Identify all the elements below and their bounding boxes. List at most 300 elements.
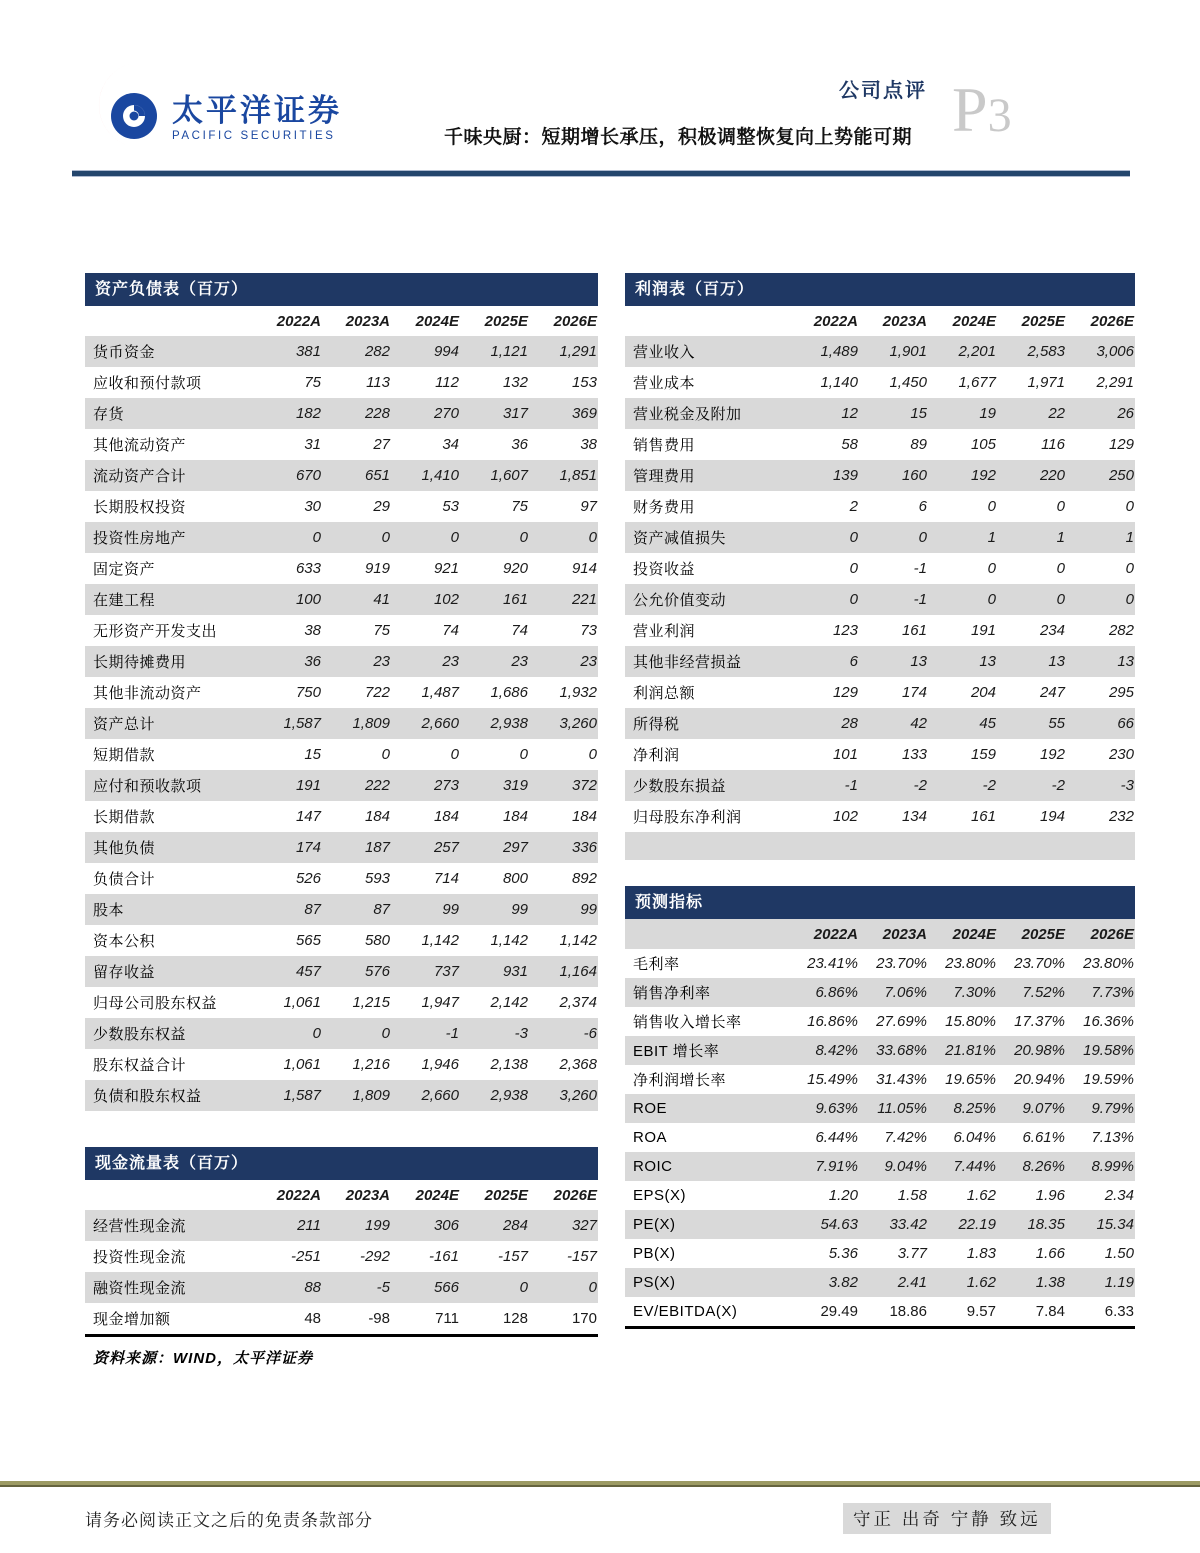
cell-value: 2.34: [1104, 1187, 1134, 1204]
cell-value: 187: [364, 839, 390, 856]
cell-value: -251: [290, 1248, 321, 1265]
cell-value: 75: [304, 374, 321, 391]
cell-value: 34: [442, 436, 459, 453]
table-row: [625, 615, 1135, 646]
table-row: [85, 553, 598, 584]
cell-value: 319: [502, 777, 528, 794]
row-label: 公允价值变动: [633, 592, 727, 609]
table-row: [625, 398, 1135, 429]
row-label: 归母公司股东权益: [93, 995, 218, 1012]
row-label: 其他非经营损益: [633, 654, 742, 671]
cell-value: 18.86: [889, 1303, 927, 1320]
cell-value: 1,291: [559, 343, 597, 360]
cell-value: 230: [1108, 746, 1134, 763]
row-label: 投资性现金流: [93, 1249, 187, 1266]
row-label: ROIC: [633, 1158, 673, 1175]
cell-value: 1,164: [559, 963, 597, 980]
cell-value: 3.82: [828, 1274, 858, 1291]
cell-value: 1.62: [966, 1274, 996, 1291]
cell-value: 0: [1056, 560, 1065, 577]
column-header: 2026E: [553, 312, 597, 330]
cell-value: 336: [571, 839, 597, 856]
row-label: ROA: [633, 1129, 668, 1146]
cell-value: 19.58%: [1083, 1042, 1134, 1059]
cell-value: 1,410: [421, 467, 459, 484]
cell-value: 270: [433, 405, 459, 422]
cell-value: 192: [1039, 746, 1065, 763]
table-row: [85, 739, 598, 770]
cell-value: 36: [511, 436, 528, 453]
cell-value: 526: [295, 870, 321, 887]
table-row: [85, 460, 598, 491]
cell-value: 0: [849, 560, 858, 577]
cell-value: 3.77: [897, 1245, 927, 1262]
row-label: 毛利率: [633, 956, 680, 973]
cell-value: 0: [849, 529, 858, 546]
table-row: [625, 1065, 1135, 1094]
cell-value: 113: [366, 374, 390, 391]
cell-value: 184: [433, 808, 459, 825]
cell-value: 15.49%: [807, 1071, 858, 1088]
cell-value: 112: [435, 374, 459, 391]
cell-value: 0: [1125, 591, 1134, 608]
cell-value: 26: [1117, 405, 1134, 422]
cell-value: 1: [987, 529, 996, 546]
column-header: 2025E: [484, 1186, 528, 1204]
table-row: [625, 336, 1135, 367]
cell-value: 0: [987, 498, 996, 515]
cell-value: 1.62: [966, 1187, 996, 1204]
table-row: [85, 1080, 598, 1111]
cell-value: 6.61%: [1022, 1129, 1065, 1146]
row-label: PS(X): [633, 1274, 676, 1291]
cell-value: 1.66: [1035, 1245, 1065, 1262]
logo-text: [172, 92, 342, 142]
column-header: 2024E: [415, 312, 459, 330]
table-row: [625, 949, 1135, 978]
cell-value: 0: [450, 529, 459, 546]
cell-value: 89: [910, 436, 927, 453]
cell-value: 15.34: [1096, 1216, 1134, 1233]
cell-value: 9.07%: [1022, 1100, 1065, 1117]
cell-value: 1,121: [490, 343, 528, 360]
table-row: [85, 367, 598, 398]
cell-value: 2: [849, 498, 858, 515]
row-label: 投资性房地产: [93, 530, 187, 547]
table-column-headers: [85, 1180, 598, 1210]
table-row: [625, 491, 1135, 522]
cell-value: 75: [373, 622, 390, 639]
cell-value: 711: [435, 1310, 459, 1327]
cell-value: 1,142: [559, 932, 597, 949]
row-label: 销售净利率: [633, 985, 711, 1002]
cell-value: 2,138: [490, 1056, 528, 1073]
cell-value: 22.19: [958, 1216, 996, 1233]
cell-value: 232: [1108, 808, 1134, 825]
logo-english-name: PACIFIC SECURITIES: [172, 129, 336, 142]
cell-value: 3,006: [1096, 343, 1134, 360]
cell-value: 16.36%: [1083, 1013, 1134, 1030]
cell-value: 994: [433, 343, 459, 360]
cell-value: 9.79%: [1091, 1100, 1134, 1117]
table-row: [85, 677, 598, 708]
cell-value: -292: [359, 1248, 390, 1265]
cell-value: 116: [1041, 436, 1065, 453]
cell-value: 182: [295, 405, 321, 422]
cell-value: 1,851: [559, 467, 597, 484]
row-label: 销售收入增长率: [633, 1014, 742, 1031]
cell-value: 161: [970, 808, 996, 825]
cell-value: 8.25%: [953, 1100, 996, 1117]
table-row: [625, 1152, 1135, 1181]
table-row: [85, 1272, 598, 1303]
table-title: 现金流量表（百万）: [85, 1147, 598, 1180]
cell-value: 1.58: [897, 1187, 927, 1204]
cell-value: 13: [1048, 653, 1065, 670]
cell-value: 153: [571, 374, 597, 391]
blank-row: [625, 832, 1135, 860]
cell-value: 45: [979, 715, 996, 732]
cell-value: 5.36: [828, 1245, 858, 1262]
row-label: 固定资产: [93, 561, 156, 578]
table-row: [85, 615, 598, 646]
page-number-digit: 3: [987, 89, 1012, 142]
cell-value: 99: [442, 901, 459, 918]
row-label: 长期借款: [93, 809, 156, 826]
table-title: 预测指标: [625, 886, 1135, 919]
row-label: 流动资产合计: [93, 468, 187, 485]
cell-value: 23.80%: [945, 955, 996, 972]
cell-value: 234: [1039, 622, 1065, 639]
cell-value: 0: [987, 560, 996, 577]
cell-value: 1,932: [559, 684, 597, 701]
cell-value: 161: [502, 591, 528, 608]
cell-value: -1: [445, 1025, 459, 1042]
cell-value: 1,216: [352, 1056, 390, 1073]
cell-value: 6.86%: [815, 984, 858, 1001]
cell-value: 0: [312, 529, 321, 546]
cell-value: -1: [913, 591, 927, 608]
cell-value: 1,947: [421, 994, 459, 1011]
cell-value: 54.63: [820, 1216, 858, 1233]
cell-value: 2,660: [421, 715, 459, 732]
cell-value: 129: [1108, 436, 1134, 453]
cell-value: 33.68%: [876, 1042, 927, 1059]
cell-value: 17.37%: [1014, 1013, 1065, 1030]
row-label: 存货: [93, 406, 125, 423]
cell-value: 199: [364, 1217, 390, 1234]
row-label: 归母股东净利润: [633, 809, 742, 826]
cell-value: 931: [502, 963, 528, 980]
cell-value: 18.35: [1027, 1216, 1065, 1233]
cell-value: 13: [910, 653, 927, 670]
cell-value: 160: [901, 467, 927, 484]
row-label: 在建工程: [93, 592, 156, 609]
cell-value: -2: [982, 777, 996, 794]
cell-value: 74: [442, 622, 459, 639]
table-column-headers: [625, 919, 1135, 949]
column-header: 2024E: [952, 925, 996, 943]
cell-value: 1,140: [820, 374, 858, 391]
row-label: EPS(X): [633, 1187, 687, 1204]
cell-value: 1.19: [1104, 1274, 1134, 1291]
cell-value: 0: [588, 1279, 597, 1296]
cell-value: 11.05%: [877, 1100, 927, 1117]
cell-value: 100: [295, 591, 321, 608]
disclaimer-note: 请务必阅读正文之后的免责条款部分: [85, 1511, 373, 1530]
cell-value: 1,587: [283, 1087, 321, 1104]
cell-value: 19: [979, 405, 996, 422]
table-row: [85, 522, 598, 553]
cell-value: 284: [502, 1217, 528, 1234]
cell-value: 7.91%: [815, 1158, 858, 1175]
cell-value: 123: [832, 622, 858, 639]
cell-value: 2,374: [559, 994, 597, 1011]
cell-value: 297: [502, 839, 528, 856]
cell-value: 159: [970, 746, 996, 763]
cell-value: 1,487: [421, 684, 459, 701]
table-row: [625, 553, 1135, 584]
row-label: 融资性现金流: [93, 1280, 187, 1297]
table-row: [85, 708, 598, 739]
cell-value: 53: [442, 498, 459, 515]
cell-value: 0: [849, 591, 858, 608]
cell-value: 593: [364, 870, 390, 887]
cell-value: 19.65%: [945, 1071, 996, 1088]
table-row: [625, 584, 1135, 615]
cell-value: 3,260: [559, 1087, 597, 1104]
cell-value: 921: [433, 560, 459, 577]
header-divider: [72, 170, 1130, 177]
cell-value: -157: [566, 1248, 597, 1265]
column-header: 2025E: [1021, 312, 1065, 330]
cell-value: 1,809: [352, 1087, 390, 1104]
column-header: 2023A: [345, 1186, 390, 1204]
cell-value: 19.59%: [1083, 1071, 1134, 1088]
cell-value: 13: [979, 653, 996, 670]
cell-value: 21.81%: [945, 1042, 996, 1059]
cell-value: 23.80%: [1083, 955, 1134, 972]
table-row: [625, 708, 1135, 739]
cell-value: 102: [433, 591, 459, 608]
cell-value: 29.49: [820, 1303, 858, 1320]
table-row: [625, 522, 1135, 553]
cell-value: 88: [304, 1279, 321, 1296]
cell-value: 87: [304, 901, 321, 918]
company-motto: 守正 出奇 宁静 致远: [843, 1503, 1051, 1534]
row-label: 经营性现金流: [93, 1218, 187, 1235]
cell-value: 1,809: [352, 715, 390, 732]
column-header: 2024E: [415, 1186, 459, 1204]
row-label: 投资收益: [633, 561, 696, 578]
cell-value: 99: [580, 901, 597, 918]
cell-value: 211: [297, 1217, 321, 1234]
column-header: 2025E: [1021, 925, 1065, 943]
cell-value: 576: [364, 963, 390, 980]
row-label: 其他非流动资产: [93, 685, 202, 702]
table-row: [85, 925, 598, 956]
cell-value: 105: [970, 436, 996, 453]
report-category: 公司点评: [839, 80, 927, 102]
cell-value: 0: [381, 746, 390, 763]
cell-value: 892: [571, 870, 597, 887]
cell-value: 8.26%: [1022, 1158, 1065, 1175]
table-row: [85, 863, 598, 894]
row-label: PE(X): [633, 1216, 676, 1233]
cell-value: 8.42%: [815, 1042, 858, 1059]
row-label: EBIT 增长率: [633, 1043, 720, 1060]
cell-value: 250: [1108, 467, 1134, 484]
cell-value: 1.83: [966, 1245, 996, 1262]
cell-value: 9.04%: [884, 1158, 927, 1175]
cell-value: 920: [502, 560, 528, 577]
cell-value: 66: [1117, 715, 1134, 732]
cell-value: 222: [364, 777, 390, 794]
cell-value: 6: [849, 653, 858, 670]
cell-value: 0: [519, 529, 528, 546]
column-header: 2022A: [813, 925, 858, 943]
cell-value: 184: [502, 808, 528, 825]
cell-value: 7.13%: [1091, 1129, 1134, 1146]
cell-value: 23.41%: [807, 955, 858, 972]
cell-value: 7.30%: [953, 984, 996, 1001]
cell-value: 1.96: [1035, 1187, 1065, 1204]
cell-value: 194: [1039, 808, 1065, 825]
table-row: [85, 1241, 598, 1272]
table-row: [625, 1036, 1135, 1065]
cell-value: 38: [304, 622, 321, 639]
cell-value: 0: [381, 1025, 390, 1042]
table-row: [625, 460, 1135, 491]
cell-value: 31.43%: [876, 1071, 927, 1088]
cell-value: 919: [364, 560, 390, 577]
footer-divider: [0, 1481, 1200, 1487]
left-column: [85, 273, 598, 1368]
cell-value: 27: [373, 436, 390, 453]
table-row: [85, 429, 598, 460]
table-row: [85, 832, 598, 863]
cell-value: -161: [428, 1248, 459, 1265]
row-label: 净利润: [633, 747, 680, 764]
cell-value: 2,368: [559, 1056, 597, 1073]
table-row: [85, 584, 598, 615]
table-column-headers: [85, 306, 598, 336]
table-row: [85, 801, 598, 832]
cell-value: 97: [580, 498, 597, 515]
table-row: [625, 1239, 1135, 1268]
cell-value: 6.04%: [953, 1129, 996, 1146]
cell-value: 633: [295, 560, 321, 577]
cell-value: 23: [373, 653, 390, 670]
cell-value: 128: [502, 1310, 528, 1327]
cell-value: -157: [497, 1248, 528, 1265]
column-header: 2024E: [952, 312, 996, 330]
table-column-headers: [625, 306, 1135, 336]
cell-value: 317: [502, 405, 528, 422]
cell-value: 12: [841, 405, 858, 422]
cell-value: 87: [373, 901, 390, 918]
report-title: 千味央厨：短期增长承压，积极调整恢复向上势能可期: [443, 127, 912, 148]
cell-value: 15: [910, 405, 927, 422]
cell-value: 8.99%: [1091, 1158, 1134, 1175]
cell-value: 23.70%: [876, 955, 927, 972]
row-label: 负债和股东权益: [93, 1088, 202, 1105]
cell-value: 369: [571, 405, 597, 422]
source-note: 资料来源：WIND，太平洋证券: [93, 1350, 313, 1367]
row-label: 其他负债: [93, 840, 156, 857]
cell-value: 15: [304, 746, 321, 763]
table-row: [85, 894, 598, 925]
row-label: 资产总计: [93, 716, 156, 733]
cell-value: 1,971: [1027, 374, 1065, 391]
cell-value: 55: [1048, 715, 1065, 732]
cell-value: 2,938: [490, 715, 528, 732]
cell-value: -3: [1120, 777, 1134, 794]
cell-value: 1,450: [889, 374, 927, 391]
column-header: 2023A: [882, 925, 927, 943]
cell-value: 7.52%: [1022, 984, 1065, 1001]
cell-value: 23: [580, 653, 597, 670]
cell-value: 75: [511, 498, 528, 515]
cell-value: -2: [1051, 777, 1065, 794]
row-label: 股本: [93, 902, 125, 919]
row-label: 其他流动资产: [93, 437, 187, 454]
table-row: [625, 739, 1135, 770]
cell-value: 651: [364, 467, 390, 484]
cell-value: 6.44%: [815, 1129, 858, 1146]
cell-value: 7.42%: [884, 1129, 927, 1146]
cell-value: 2,660: [421, 1087, 459, 1104]
pacific-securities-logo-icon: [82, 52, 166, 158]
cell-value: 220: [1039, 467, 1065, 484]
cell-value: 23.70%: [1014, 955, 1065, 972]
cell-value: 73: [580, 622, 597, 639]
cell-value: -5: [376, 1279, 390, 1296]
cell-value: 0: [987, 591, 996, 608]
cell-value: 42: [910, 715, 927, 732]
cell-value: 0: [918, 529, 927, 546]
cell-value: 0: [588, 529, 597, 546]
row-label: 营业利润: [633, 623, 696, 640]
cell-value: 2,291: [1096, 374, 1134, 391]
cell-value: 1,061: [283, 1056, 321, 1073]
row-label: 短期借款: [93, 747, 156, 764]
cell-value: 139: [832, 467, 858, 484]
cell-value: 1,677: [958, 374, 996, 391]
cell-value: 31: [304, 436, 321, 453]
cell-value: 9.57: [966, 1303, 996, 1320]
cell-value: 33.42: [889, 1216, 927, 1233]
table-row: [625, 1210, 1135, 1239]
row-label: 留存收益: [93, 964, 156, 981]
row-label: 净利润增长率: [633, 1072, 727, 1089]
row-label: 营业成本: [633, 375, 696, 392]
page-number-letter: P: [952, 74, 988, 145]
table-row: [85, 956, 598, 987]
row-label: 所得税: [633, 716, 680, 733]
table-row: [625, 1297, 1135, 1329]
cell-value: 2,142: [490, 994, 528, 1011]
cell-value: 41: [373, 591, 390, 608]
cell-value: 36: [304, 653, 321, 670]
cell-value: 1,061: [283, 994, 321, 1011]
cell-value: 147: [295, 808, 321, 825]
page-number: [952, 74, 1012, 145]
cell-value: -3: [514, 1025, 528, 1042]
cell-value: 6.33: [1104, 1303, 1134, 1320]
column-header: 2026E: [1090, 312, 1134, 330]
cell-value: 0: [519, 746, 528, 763]
